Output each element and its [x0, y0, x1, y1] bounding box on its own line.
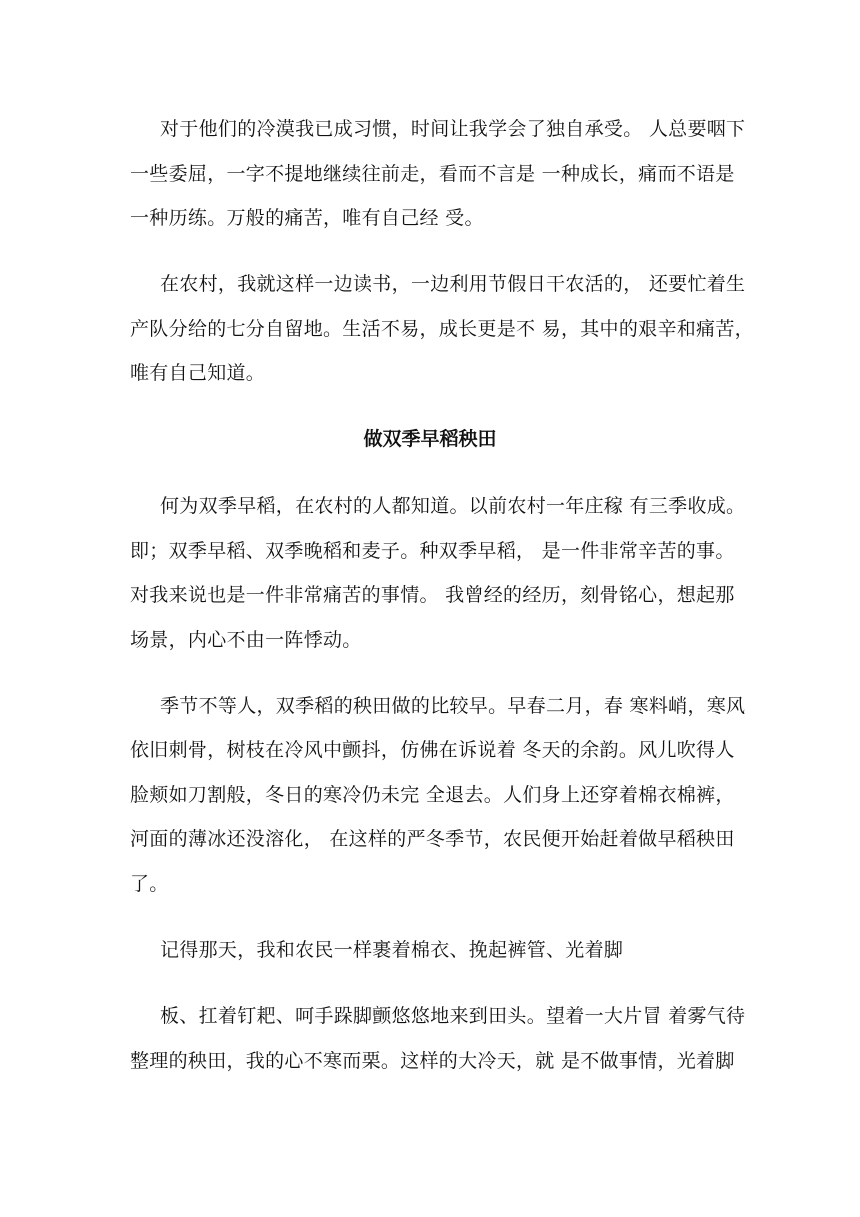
paragraph-line: 对于他们的冷漠我已成习惯，时间让我学会了独自承受。 人总要咽下 — [160, 118, 746, 140]
paragraph-line: 在农村，我就这样一边读书，一边利用节假日干农活的， 还要忙着生 — [160, 273, 746, 295]
paragraph-line: 了。 — [130, 873, 169, 895]
paragraph-line: 何为双季早稻，在农村的人都知道。以前农村一年庄稼 有三季收成。 — [160, 495, 746, 517]
paragraph-line: 依旧刺骨，树枝在冷风中颤抖，仿佛在诉说着 冬天的余韵。风儿吹得人 — [130, 739, 735, 761]
paragraph-line: 一些委屈，一字不提地继续往前走，看而不言是 一种成长，痛而不语是 — [130, 163, 735, 185]
paragraph-line: 产队分给的七分自留地。生活不易，成长更是不 易，其中的艰辛和痛苦， — [130, 318, 754, 340]
paragraph-line: 唯有自己知道。 — [130, 362, 266, 384]
paragraph-line: 板、扛着钉耙、呵手跺脚颤悠悠地来到田头。望着一大片冒 着雾气待 — [160, 1005, 746, 1027]
paragraph-line: 场景，内心不由一阵悸动。 — [130, 629, 362, 651]
paragraph-line: 记得那天，我和农民一样裹着棉衣、挽起裤管、光着脚 — [160, 939, 624, 961]
paragraph-line: 对我来说也是一件非常痛苦的事情。 我曾经的经历，刻骨铭心，想起那 — [130, 584, 735, 606]
paragraph-line: 整理的秧田，我的心不寒而栗。这样的大冷天，就 是不做事情，光着脚 — [130, 1050, 735, 1072]
paragraph-line: 即；双季早稻、双季晚稻和麦子。种双季早稻， 是一件非常辛苦的事。 — [130, 540, 735, 562]
paragraph-line: 河面的薄冰还没溶化， 在这样的严冬季节，农民便开始赶着做早稻秧田 — [130, 828, 735, 850]
paragraph-line: 脸颊如刀割般，冬日的寒冷仍未完 全退去。人们身上还穿着棉衣棉裤， — [130, 784, 735, 806]
paragraph-line: 季节不等人，双季稻的秧田做的比较早。早春二月，春 寒料峭，寒风 — [160, 695, 746, 717]
section-heading: 做双季早稻秧田 — [363, 428, 497, 450]
paragraph-line: 一种历练。万般的痛苦，唯有自己经 受。 — [130, 207, 484, 229]
